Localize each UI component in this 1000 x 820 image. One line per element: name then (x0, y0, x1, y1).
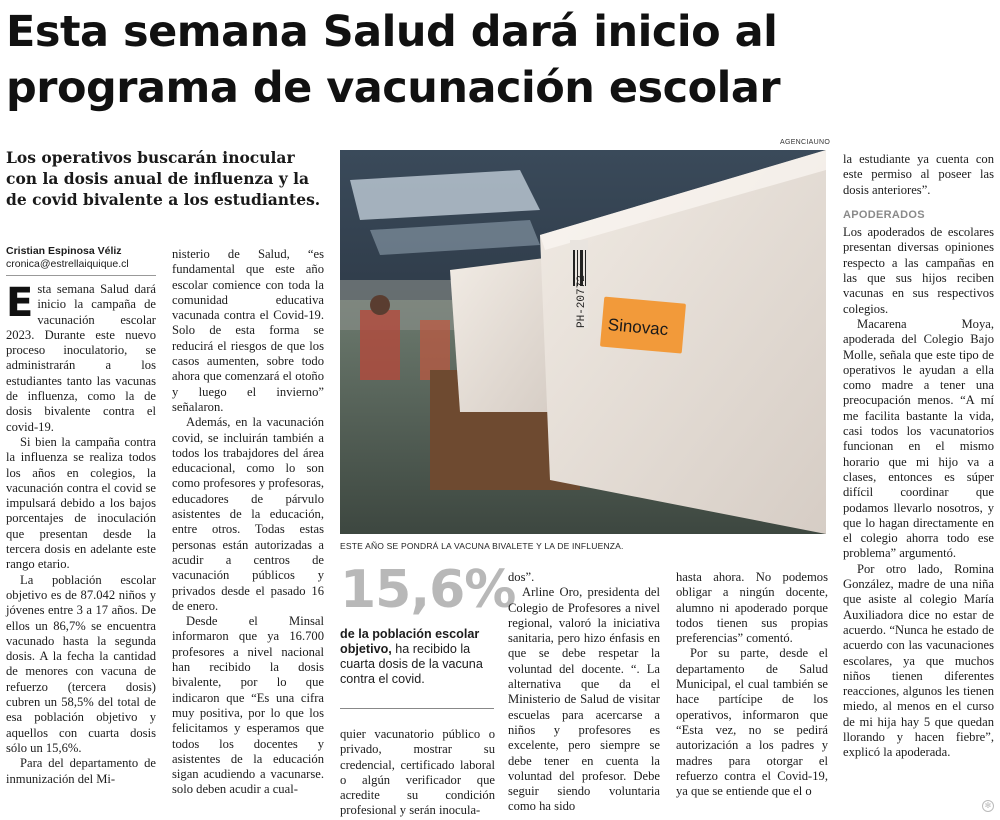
vaccine-boxes-image (340, 150, 826, 534)
barcode-text: PH-20772 (576, 275, 588, 328)
paragraph: nisterio de Salud, “es fundamental que este año escolar comience con toda la comunidad educativa vacunada contra el Covid-19. Solo de esta forma se reducirá el riesgos de que los casos aumenten, sobre todo ahora que comenzará el otoño y luego el invierno” señalaron. (172, 247, 324, 414)
paragraph: Esta semana Salud dará inicio la campaña de vacunación escolar 2023. Durante este nuevo proceso inoculatorio, se administrarán a los estudiantes tanto las vacunas de influenza, como la de dosis bivalente contra el covid-19. (6, 280, 156, 434)
headline-line-2: programa de vacunación escolar (6, 63, 781, 113)
highlight-number: 15,6% (340, 560, 516, 620)
photo-caption: ESTE AÑO SE PONDRÁ LA VACUNA BIVALETE Y LA DE INFLUENZA. (340, 541, 624, 551)
drop-cap: E (6, 280, 34, 326)
paragraph: Por su parte, desde el departamento de Salud Municipal, el cual también se hace partícipe de los operativos, informaron que “Esta vez, no se pedirá autorización a los padres y madres para otorgar el refuerzo contra el Covid-19, ya que se entiende que el o (676, 646, 828, 799)
paragraph: Si bien la campaña contra la influenza se realiza todos los años en colegios, la vacunación contra el covid se impulsará debido a los bajos porcentajes de inoculación que presentan desde la tercera dosis en adelante este rango etario. (6, 434, 156, 572)
paragraph: quier vacunatorio público o privado, mostrar su credencial, certificado laboral o algún verificador que acredite su condición profesional y serán inocula- (340, 727, 495, 818)
paragraph: Macarena Moya, apoderada del Colegio Bajo Molle, señala que este tipo de operativos le ayudan a ella como madre a tener una preocupación menos. “A mí me facilita bastante la vida, casi todos los vacunatorios funcionan en el mismo horario que mi hijo va a clases, entonces es súper difícil coordinar que podamos llevarlo nosotros, y que lo hagan directamente en el colegio ahorra todo ese problema” argumentó. (843, 316, 994, 561)
article-column-2 (172, 247, 324, 798)
author-email[interactable]: cronica@estrellaiquique.cl (6, 258, 129, 270)
article-column-6 (843, 152, 994, 761)
sinovac-label-text: Sinovac (607, 315, 669, 340)
paragraph: hasta ahora. No podemos obligar a ningún docente, alumno ni apoderado porque todos tienen sus propias preferencias” comentó. (676, 570, 828, 646)
article-column-1 (6, 282, 156, 787)
page-corner-icon: ✻ (982, 800, 994, 812)
article-photo (340, 150, 826, 534)
article-column-5 (676, 570, 828, 799)
paragraph: Para del departamento de inmunización del Mi- (6, 756, 156, 786)
article-column-3 (340, 727, 495, 819)
paragraph: Los apoderados de escolares presentan diversas opiniones respecto a las campañas en las que sus hijos reciben vacunas en sus respectivos colegios. (843, 225, 994, 316)
paragraph: Por otro lado, Romina González, madre de una niña que asiste al colegio María Auxiliadora dice no estar de acuerdo. “Nunca he estado de acuerdo con las vacunaciones escolares, ya que muchos niños tienen diferentes reacciones, algunos les tienen miedo, al menos en el curso de mi hija hay 5 que quedan llorando y hacen fiebre”, explicó la apoderada. (843, 561, 994, 760)
divider (340, 708, 494, 709)
paragraph: Arline Oro, presidenta del Colegio de Profesores a nivel regional, valoró la iniciativa sanitaria, pero hizo énfasis en que se debe respetar la voluntad del docente. “. La alternativa que da el Ministerio de Salud de visitar escuelas para acercarse a niños y profesores es excelente, pero siempre se debe tener en cuenta la voluntad del profesor. Debe seguir siendo voluntaria como ha sido (508, 585, 660, 814)
highlight-text (340, 627, 490, 687)
subheadline: Los operativos buscarán inocular con la dosis anual de influenza y la de covid bivalente a los estudiantes. (6, 148, 321, 209)
highlight-bold-text: de la población escolar objetivo, (340, 627, 480, 656)
paragraph: Desde el Minsal informaron que ya 16.700 profesores a nivel nacional han recibido la dosis bivalente, por lo que indicaron que “Es una cifra muy positiva, por lo que los felicitamos y esperamos que todos los docentes y asistentes de la educación sigan acudiendo a vacunarse. solo deben acudir a cual- (172, 614, 324, 797)
photo-credit: AGENCIAUNO (780, 139, 831, 146)
section-title: APODERADOS (843, 208, 925, 221)
author-name: Cristian Espinosa Véliz (6, 245, 122, 257)
headline-line-1: Esta semana Salud dará inicio al (6, 7, 778, 57)
headline (6, 4, 996, 116)
byline (6, 245, 156, 276)
paragraph: la estudiante ya cuenta con este permiso al poseer las dosis anteriores”. (843, 152, 994, 197)
article-column-4 (508, 570, 660, 815)
highlight-rest-text: ha recibido la cuarta dosis de la vacuna contra el covid. (340, 642, 483, 686)
paragraph: Además, en la vacunación covid, se incluirán también a todos los trabajdores del área educacional, como lo son como profesores y profesoras, educadores de párvulo asistentes de la educación, entre otros. Todas estas personas están autorizadas a acudir a centros de vacunación públicos y privados desde el pasado 16 de enero. (172, 415, 324, 613)
paragraph: dos”. (508, 570, 535, 584)
paragraph: La población escolar objetivo es de 87.042 niños y jóvenes entre 3 a 17 años. De ellos un 86,7% se encuentra vacunado hasta la segunda dosis. A la fecha la cantidad de menores con vacuna de refuerzo (tercera dosis) cubren un 58,5% del total de esa población objetivo y aquellos con cuarta dosis sólo un 15,6%. (6, 572, 156, 755)
